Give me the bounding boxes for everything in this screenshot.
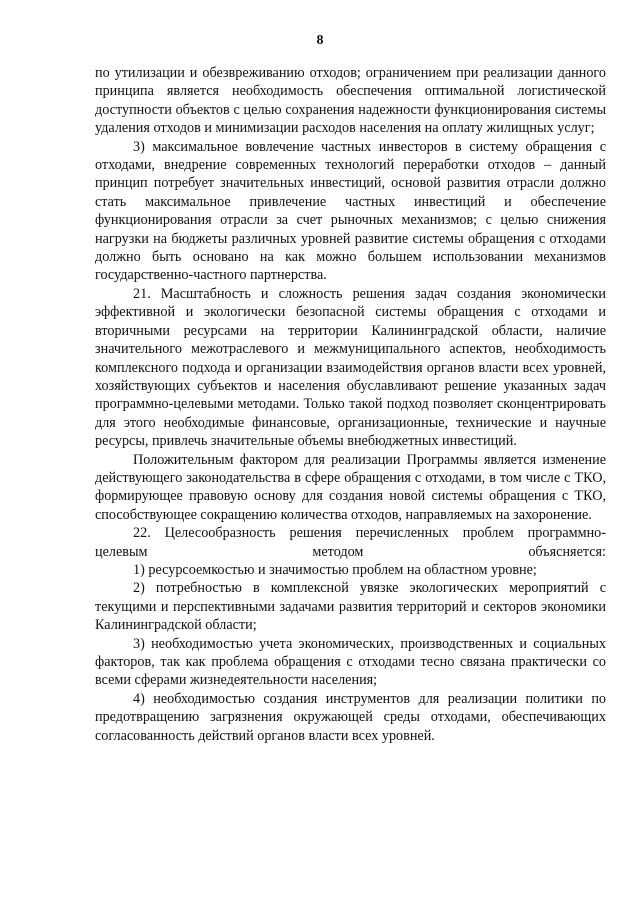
list-item-3: 3) необходимостью учета экономических, производственных и социальных факторов, так как проблема обращения с отходами тесно связана практически со всеми сферами жизнедеятельности населения; [95,635,606,689]
paragraph-item-22: 22. Целесообразность решения перечисленных проблем программно-целевым методом объясняется: [95,525,606,560]
paragraph-utilization-principle: по утилизации и обезвреживанию отходов; ограничением при реализации данного принципа является необходимость обеспечения оптимальной логистической доступности объектов с целью сохранения надежности функционирования системы удаления отходов и минимизации расходов населения на оплату жилищных услуг; [95,65,606,137]
paragraph-positive-factor: Положительным фактором для реализации Программы является изменение действующего законодательства в сфере обращения с отходами, в том числе с ТКО, формирующее правовую основу для создания новой системы обращения с ТКО, способствующее сокращению количества отходов, направляемых на захоронение. [95,451,606,523]
page-number: 8 [316,33,324,48]
paragraph-item-21: 21. Масштабность и сложность решения задач создания экономически эффективной и экологически безопасной системы обращения с отходами и вторичными ресурсами на территории Калининградской области, наличие значительного межотраслевого и межмуниципального аспектов, необходимость комплексного подхода и организации взаимодействия органов власти всех уровней, хозяйствующих субъектов и населения обуславливают решение указанных задач программно-целевыми методами. Только такой подход позволяет сконцентрировать для этого необходимые финансовые, организационные, технические и научные ресурсы, привлечь значительные объемы внебюджетных инвестиций. [95,285,606,450]
list-item-1: 1) ресурсоемкостью и значимостью проблем на областном уровне; [133,561,537,578]
list-item-4: 4) необходимостью создания инструментов для реализации политики по предотвращению загрязнения окружающей среды отходами, обеспечивающих согласованность действий органов власти всех уровней. [95,690,606,744]
paragraph-private-investors: 3) максимальное вовлечение частных инвесторов в систему обращения с отходами, внедрение современных технологий переработки отходов – данный принцип потребует значительных инвестиций, основой развития отрасли должно стать максимальное привлечение частных инвестиций и обеспечение функционирования отрасли за счет рыночных механизмов; с целью снижения нагрузки на бюджеты различных уровней развитие системы обращения с отходами должно быть основано на как можно большем использовании механизмов государственно-частного партнерства. [95,138,606,284]
document-body [95,64,606,745]
list-item-2: 2) потребностью в комплексной увязке экологических мероприятий с текущими и перспективными задачами развития территорий и секторов экономики Калининградской области; [95,580,606,634]
